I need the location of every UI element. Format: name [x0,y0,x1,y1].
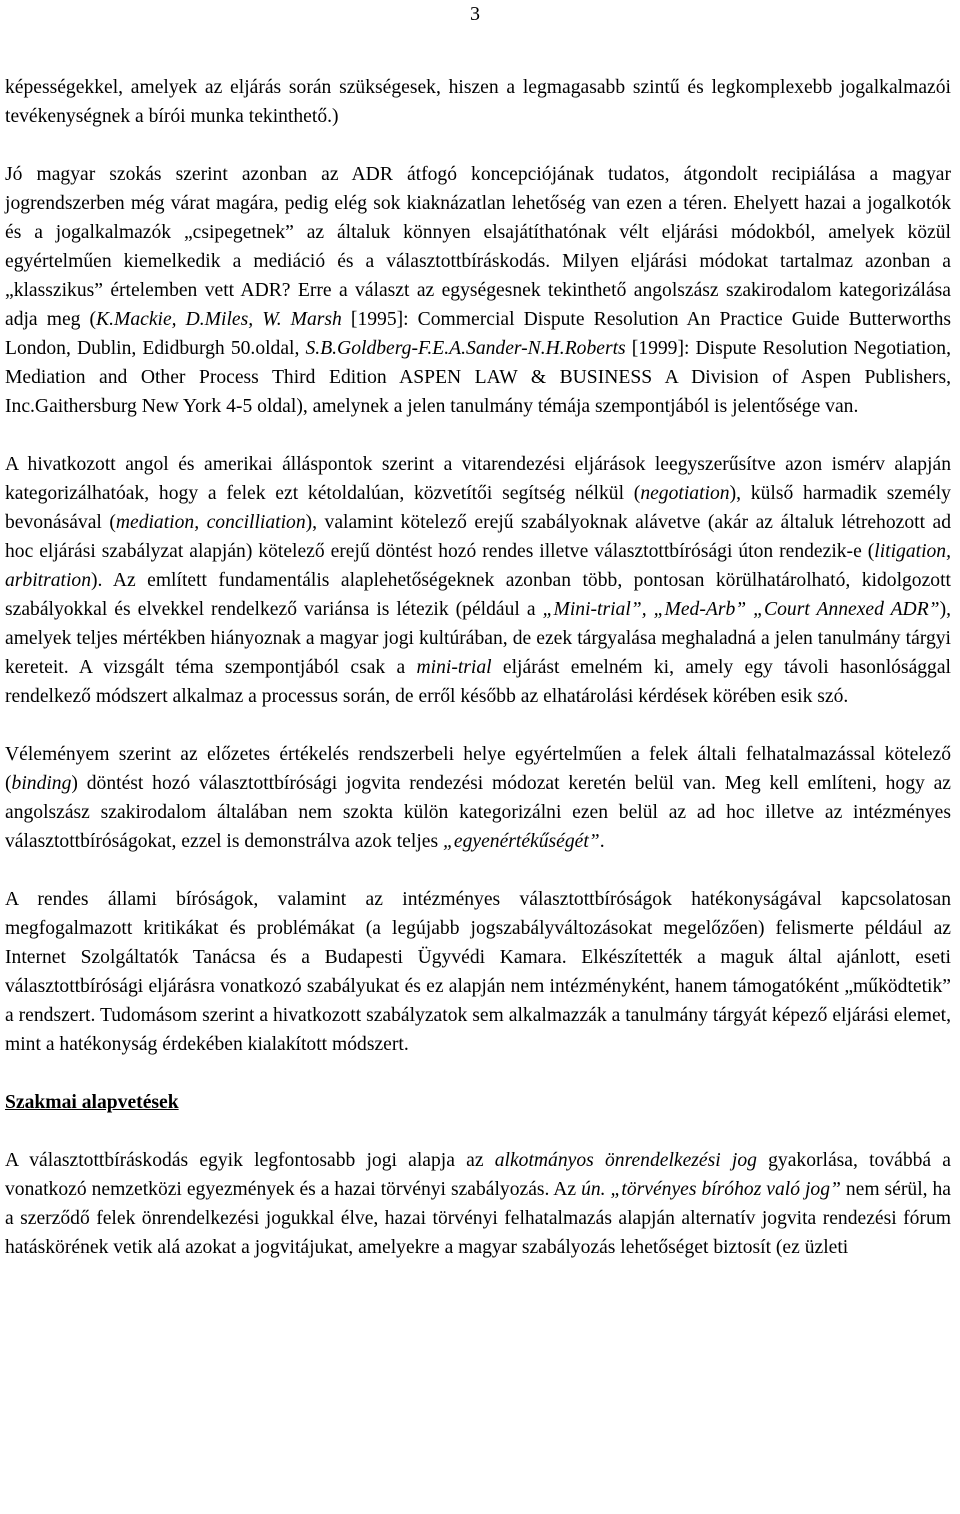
italic-text-run: binding [11,773,72,794]
italic-text-run: mediation, concilliation [115,512,306,533]
page-number: 3 [470,3,480,25]
paragraph-5 [5,885,951,1059]
text-run: nem sérül, ha a szerződő felek önrendelkezési jogukkal élve, hazai törvényi felhatalmazás alapján alternatív jogvita rendezési fórum hatáskörének vetik alá azokat a jogvitájukat, amelyekre a magyar szabályozás lehetőséget biztosít (ez üzleti [5,1179,951,1258]
section-heading: Szakmai alapvetések [5,1092,179,1113]
italic-text-run: K.Mackie, D.Miles, W. Marsh [96,309,342,330]
text-run: ). Az említett fundamentális alaplehetőségeknek azonban több, pontosan körülhatárolható, kidolgozott szabályokkal és elvekkel rendelkező variánsa is létezik (például a [5,570,951,620]
italic-text-run: litigation, arbitration [5,541,951,591]
text-run: ) döntést hozó választottbírósági jogvita rendezési módozat keretén belül van. Meg kell említeni, hogy az angolszász szakirodalom általában nem szokta külön kategorizálni ezen belül az ad hoc illetve az intézményes választottbíróságokat, ezzel is demonstrálva azok teljes [5,773,951,852]
text-run: Véleményem szerint az előzetes értékelés rendszerbeli helye egyértelműen a felek általi felhatalmazással kötelező ( [5,744,951,794]
text-run: képességekkel, amelyek az eljárás során szükségesek, hiszen a legmagasabb szintű és legkomplexebb jogalkalmazói tevékenységnek a bírói munka tekinthető.) [5,77,951,127]
paragraph-3 [5,450,951,711]
text-run: eljárást emelném ki, amely egy távoli hasonlósággal rendelkező módszert alkalmaz a processus során, de erről később az elhatárolási kérdések körében esik szó. [5,657,951,707]
text-run: A hivatkozott angol és amerikai álláspontok szerint a vitarendezési eljárások leegyszerűsítve azon ismérv alapján kategorizálhatóak, hogy a felek ezt kétoldalúan, közvetítői segítség nélkül ( [5,454,951,504]
italic-text-run: ún. „törvényes bíróhoz való jog” [581,1179,841,1200]
italic-text-run: alkotmányos önrendelkezési jog [494,1150,757,1171]
text-run: . [599,831,605,852]
paragraph-4 [5,740,951,856]
text-run: [1995]: Commercial Dispute Resolution An Practice Guide Butterworths London, Dublin, Edidburgh 50.oldal, [5,309,951,359]
text-run: ), valamint kötelező erejű szabályoknak alávetve (akár az általuk létrehozott ad hoc eljárási szabályzat alapján) kötelező erejű döntést hozó rendes illetve választottbírósági úton rendezik-e ( [5,512,952,562]
text-run: ), külső harmadik személy bevonásával ( [5,483,951,533]
paragraph-6 [5,1146,951,1262]
document-body [5,73,951,1262]
text-run: ), amelyek teljes mértékben hiányoznak a magyar jogi kultúrában, de ezek tárgyalása meghaladná a jelen tanulmány tárgyi kereteit. A vizsgált téma szempontjából csak a [5,599,952,678]
italic-text-run: mini-trial [416,657,492,678]
text-run: Jó magyar szokás szerint azonban az ADR átfogó koncepciójának tudatos, átgondolt recipiálása a magyar jogrendszerben még várat magára, pedig elég sok kiaknázatlan lehetőség van ezen a téren. Ehelyett hazai a jogalkotók és a jogalkalmazók „csipegetnek” az általuk könnyen elsajátíthatónak vélt eljárási módokból, amelyek közül egyértelműen kiemelkedik a mediáció és a választottbíráskodás. Milyen eljárási módokat tartalmaz azonban a „klasszikus” értelemben vett ADR? Erre a választ az egységesnek tekinthető angolszász szakirodalom kategorizálása adja meg ( [5,164,951,330]
paragraph-1 [5,73,951,131]
italic-text-run: „Mini-trial”, „Med-Arb” „Court Annexed ADR” [542,599,940,620]
text-run: [1999]: Dispute Resolution Negotiation, Mediation and Other Process Third Edition ASPEN LAW & BUSINESS A Division of Aspen Publishers, Inc.Gaithersburg New York 4-5 oldal), amelynek a jelen tanulmány témája szempontjából is jelentősége van. [5,338,951,417]
italic-text-run: negotiation [640,483,730,504]
italic-text-run: S.B.Goldberg-F.E.A.Sander-N.H.Roberts [305,338,626,359]
text-run: A rendes állami bíróságok, valamint az intézményes választottbíróságok hatékonyságával kapcsolatosan megfogalmazott kritikákat és problémákat (a legújabb jogszabályváltozásokat megelőzően) felismerte például az Internet Szolgáltatók Tanácsa és a Budapesti Ügyvédi Kamara. Elkészítették a maguk által ajánlott, eseti választottbírósági eljárásra vonatkozó szabályukat és ez alapján nem intézményként, hanem támogatóként „működtetik” a rendszert. Tudomásom szerint a hivatkozott szabályzatok sem alkalmazzák a tanulmány tárgyát képező eljárási elemet, mint a hatékonyság érdekében kialakított módszert. [5,889,951,1055]
paragraph-2 [5,160,951,421]
italic-text-run: „egyenértékűségét” [442,831,600,852]
text-run: gyakorlása, továbbá a vonatkozó nemzetközi egyezmények és a hazai törvényi szabályozás. Az [5,1150,952,1200]
text-run: A választottbíráskodás egyik legfontosabb jogi alapja az [5,1150,495,1171]
